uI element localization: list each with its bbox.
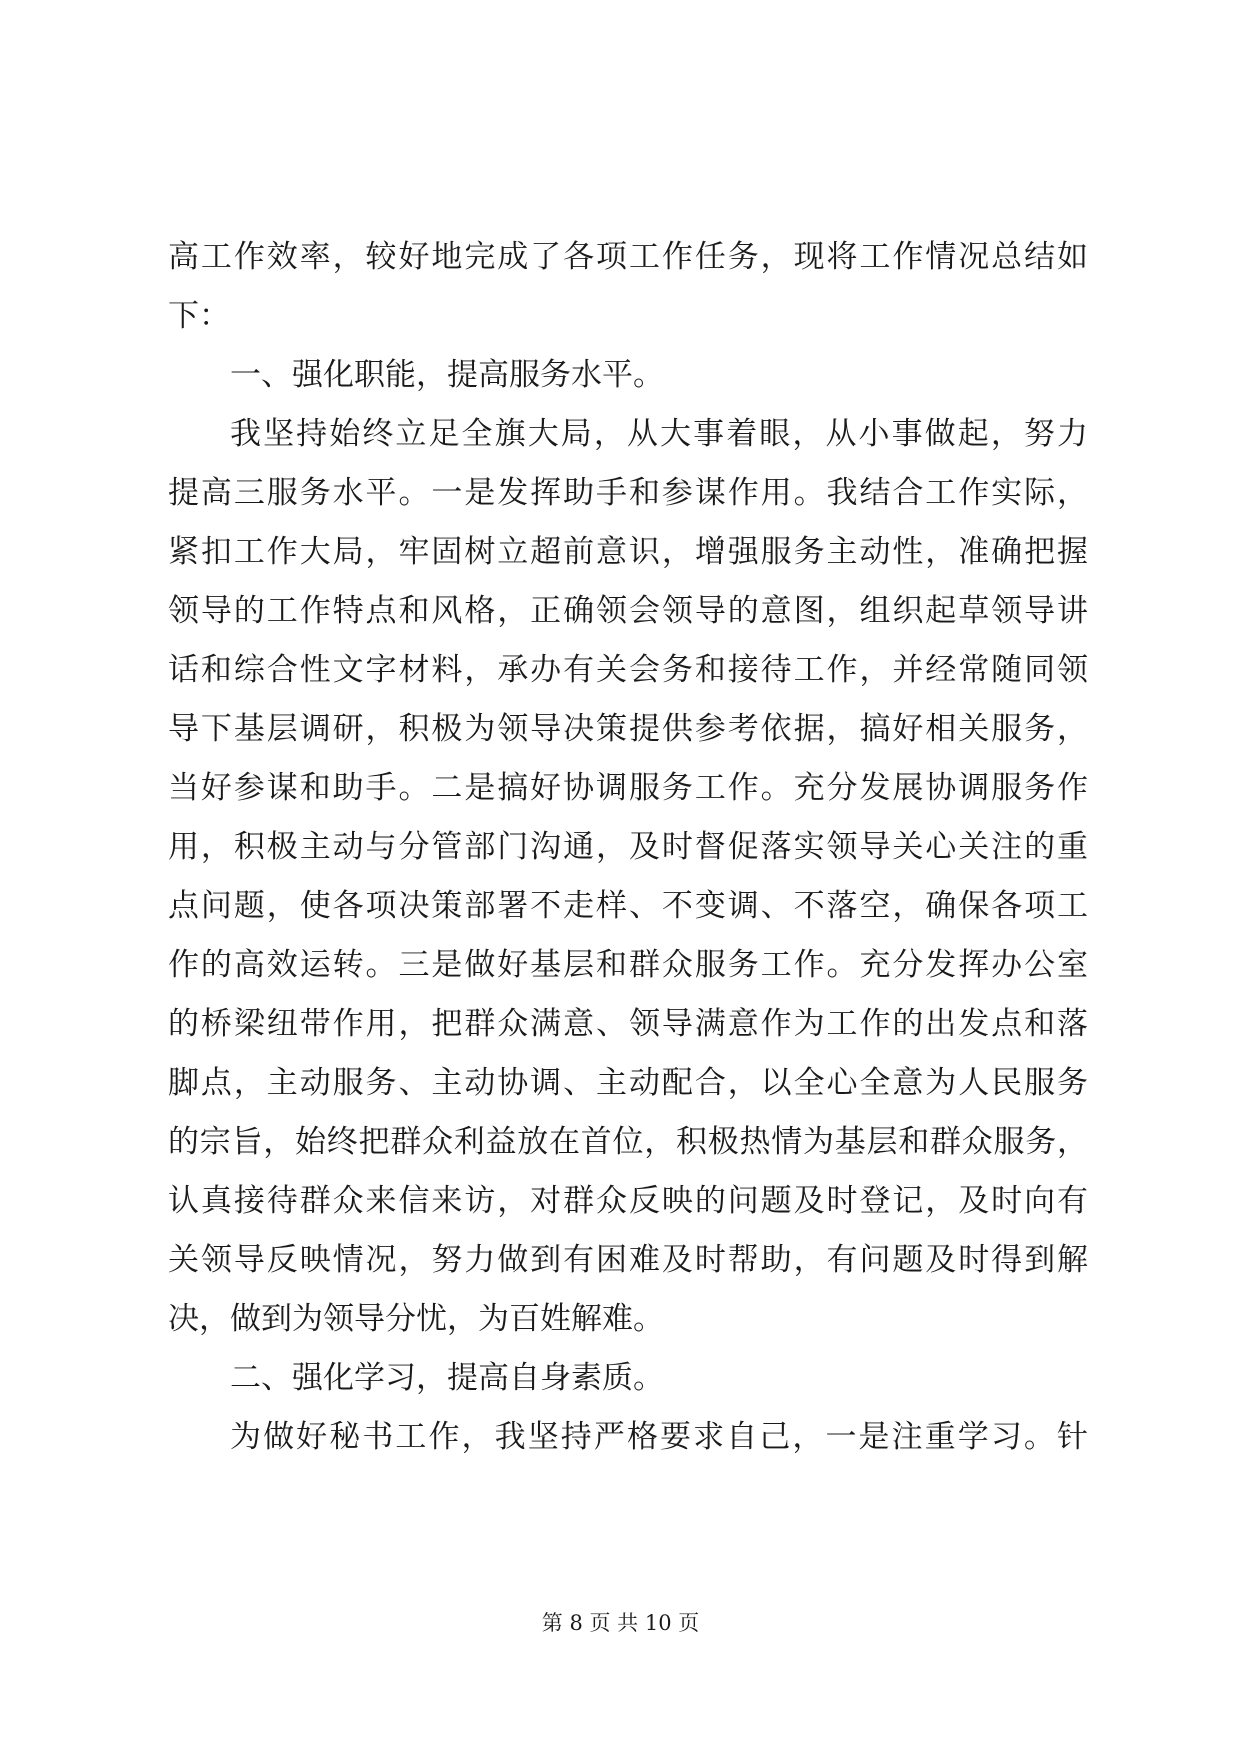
text-line: 当好参谋和助手。二是搞好协调服务工作。充分发展协调服务作 (168, 770, 1088, 806)
text-line: 脚点，主动服务、主动协调、主动配合，以全心全意为人民服务 (168, 1065, 1088, 1101)
text-line: 导下基层调研，积极为领导决策提供参考依据，搞好相关服务， (168, 711, 1088, 747)
text-line: 话和综合性文字材料，承办有关会务和接待工作，并经常随同领 (168, 652, 1088, 688)
document-body (168, 228, 1088, 1467)
text-line: 紧扣工作大局，牢固树立超前意识，增强服务主动性，准确把握 (168, 534, 1088, 570)
text-line: 高工作效率，较好地完成了各项工作任务，现将工作情况总结如 (168, 239, 1088, 275)
text-line: 的桥梁纽带作用，把群众满意、领导满意作为工作的出发点和落 (168, 1006, 1088, 1042)
text-line: 领导的工作特点和风格，正确领会领导的意图，组织起草领导讲 (168, 593, 1088, 629)
text-line: 用，积极主动与分管部门沟通，及时督促落实领导关心关注的重 (168, 829, 1088, 865)
text-line: 作的高效运转。三是做好基层和群众服务工作。充分发挥办公室 (168, 947, 1088, 983)
text-line: 的宗旨，始终把群众利益放在首位，积极热情为基层和群众服务， (168, 1124, 1088, 1160)
text-line: 决，做到为领导分忧，为百姓解难。 (168, 1301, 664, 1337)
text-line: 提高三服务水平。一是发挥助手和参谋作用。我结合工作实际， (168, 475, 1088, 511)
text-line: 关领导反映情况，努力做到有困难及时帮助，有问题及时得到解 (168, 1242, 1088, 1278)
text-line: 认真接待群众来信来访，对群众反映的问题及时登记，及时向有 (168, 1183, 1088, 1219)
text-line: 一、强化职能，提高服务水平。 (230, 357, 664, 393)
text-line: 点问题，使各项决策部署不走样、不变调、不落空，确保各项工 (168, 888, 1088, 924)
page-footer: 第 8 页 共 10 页 (541, 1611, 700, 1635)
text-line: 下： (168, 298, 230, 334)
text-line: 为做好秘书工作，我坚持严格要求自己，一是注重学习。针 (230, 1419, 1088, 1455)
text-line: 我坚持始终立足全旗大局，从大事着眼，从小事做起，努力 (230, 416, 1088, 452)
text-line: 二、强化学习，提高自身素质。 (230, 1360, 664, 1396)
